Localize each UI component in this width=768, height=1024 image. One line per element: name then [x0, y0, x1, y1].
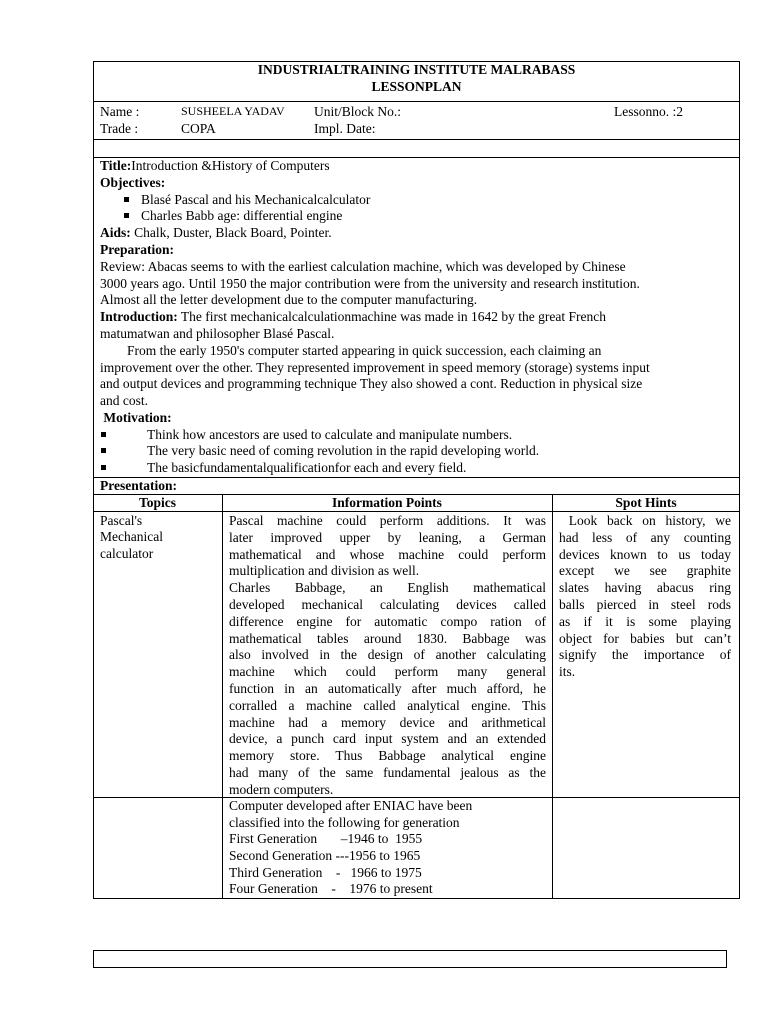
info-line: modern computers. [229, 781, 334, 797]
info-line: mathematical and whose machine could perform [229, 546, 546, 562]
title-value: Introduction &History of Computers [131, 158, 330, 173]
generation-line: Third Generation - 1966 to 1975 [229, 865, 422, 880]
motivation-label: Motivation: [100, 410, 172, 425]
objective-item: Charles Babb age: differential engine [124, 208, 342, 225]
bullet-square-icon [101, 432, 106, 437]
info-line: later improved upper by leaning, a German [229, 529, 546, 545]
motivation-item: Think how ancestors are used to calculate and manipulate numbers. [147, 427, 513, 442]
trade-value: COPA [181, 121, 216, 136]
review-line: Almost all the letter development due to the computer manufacturing. [100, 292, 478, 307]
hint-line: had less of any counting [559, 529, 731, 545]
info-line: Pascal machine could perform additions. It was [229, 513, 546, 528]
bullet-square-icon [101, 448, 106, 453]
info-line: machine had a memory device and arithmetical [229, 714, 546, 730]
generation-line: Second Generation ---1956 to 1965 [229, 848, 421, 863]
table-col-divider [222, 494, 223, 899]
generation-line: classified into the following for generation [229, 815, 460, 830]
paragraph-line: and cost. [100, 393, 148, 408]
paragraph-line: and output devices and programming technique They also showed a cont. Reduction in physical size [100, 376, 643, 391]
motivation-item: The basicfundamentalqualificationfor each and every field. [147, 460, 467, 475]
objectives-label: Objectives: [100, 175, 166, 190]
table-col-divider [552, 494, 553, 899]
info-divider [93, 139, 740, 140]
topic-line: Pascal's [100, 513, 143, 528]
hint-line: its. [559, 664, 576, 680]
introduction-line: Introduction: The first mechanicalcalculationmachine was made in 1642 by the great French [100, 309, 606, 324]
trade-label: Trade : [100, 121, 139, 136]
info-line: had many of the same fundamental jealous as the [229, 764, 546, 780]
spot-hints-cell [559, 513, 731, 681]
hint-line: signify the importance of [559, 647, 731, 663]
introduction-line: matumatwan and philosopher Blasé Pascal. [100, 326, 335, 341]
info-line: function in an automatically after much afford, he [229, 680, 546, 696]
hint-line: devices known to us today [559, 546, 731, 562]
paragraph-line: improvement over the other. They represented improvement in speed memory (storage) systems input [100, 360, 650, 375]
generation-line: Four Generation - 1976 to present [229, 881, 433, 896]
hint-line: balls pierced in steel rods [559, 596, 731, 612]
introduction-label: Introduction: [100, 309, 178, 324]
generation-line: First Generation –1946 to 1955 [229, 831, 423, 846]
hint-line: slates having abacus ring [559, 580, 731, 596]
generation-line: Computer developed after ENIAC have been [229, 798, 473, 813]
info-line: developed mechanical calculating devices called [229, 596, 546, 612]
hint-line: as if it is some playing [559, 613, 731, 629]
aids-label: Aids: [100, 225, 131, 240]
bullet-square-icon [124, 213, 129, 218]
preparation-label: Preparation: [100, 242, 174, 257]
objective-item: Blasé Pascal and his Mechanicalcalculator [124, 192, 370, 209]
review-line: Review: Abacas seems to with the earliest calculation machine, which was developed by Chinese [100, 259, 626, 274]
lesson-plan-heading: LESSONPLAN [371, 79, 462, 94]
bullet-square-icon [101, 465, 106, 470]
lesson-number: Lessonno. :2 [614, 104, 683, 119]
name-label: Name : [100, 104, 140, 119]
info-line: Charles Babbage, an English mathematical [229, 580, 546, 596]
info-line: multiplication and division as well. [229, 563, 420, 579]
aids-value: Chalk, Duster, Black Board, Pointer. [130, 225, 332, 240]
topic-line: Mechanical [100, 529, 163, 544]
info-line: also involved in the design of another calculating [229, 647, 546, 663]
table-header-info: Information Points [332, 495, 442, 510]
paragraph-line: From the early 1950's computer started appearing in quick succession, each claiming an [100, 343, 602, 358]
title-label: Title: [100, 158, 132, 173]
table-header-hints: Spot Hints [615, 495, 677, 510]
presentation-label: Presentation: [100, 478, 177, 493]
title-line [100, 158, 330, 175]
institute-heading: INDUSTRIALTRAINING INSTITUTE MALRABASS [257, 62, 576, 77]
body-divider [93, 477, 740, 478]
info-line: corralled a machine called analytical engine. This [229, 697, 546, 713]
info-line: mathematical tables around 1830. Babbage was [229, 630, 546, 646]
impl-date-label: Impl. Date: [314, 121, 376, 136]
header-divider [93, 101, 740, 102]
info-line: device, a punch card input system and an extended [229, 731, 546, 747]
review-line: 3000 years ago. Until 1950 the major contribution were from the university and research institution. [100, 276, 640, 291]
aids-line [100, 225, 332, 242]
bullet-square-icon [124, 197, 129, 202]
topic-line: calculator [100, 546, 154, 561]
name-value: SUSHEELA YADAV [181, 104, 285, 118]
footer-box [93, 950, 727, 968]
info-line: machine which could perform many general [229, 664, 546, 680]
unit-block-label: Unit/Block No.: [314, 104, 401, 119]
info-points-cell [229, 513, 546, 799]
hint-line: Look back on history, we [559, 513, 731, 528]
table-header-topics: Topics [138, 495, 177, 510]
info-line: difference engine for automatic compo ration of [229, 613, 546, 629]
hint-line: except we see graphite [559, 563, 731, 579]
motivation-item: The very basic need of coming revolution in the rapid developing world. [147, 443, 540, 458]
hint-line: object for babies but can’t [559, 630, 731, 646]
info-line: memory store. Thus Babbage analytical engine [229, 748, 546, 764]
